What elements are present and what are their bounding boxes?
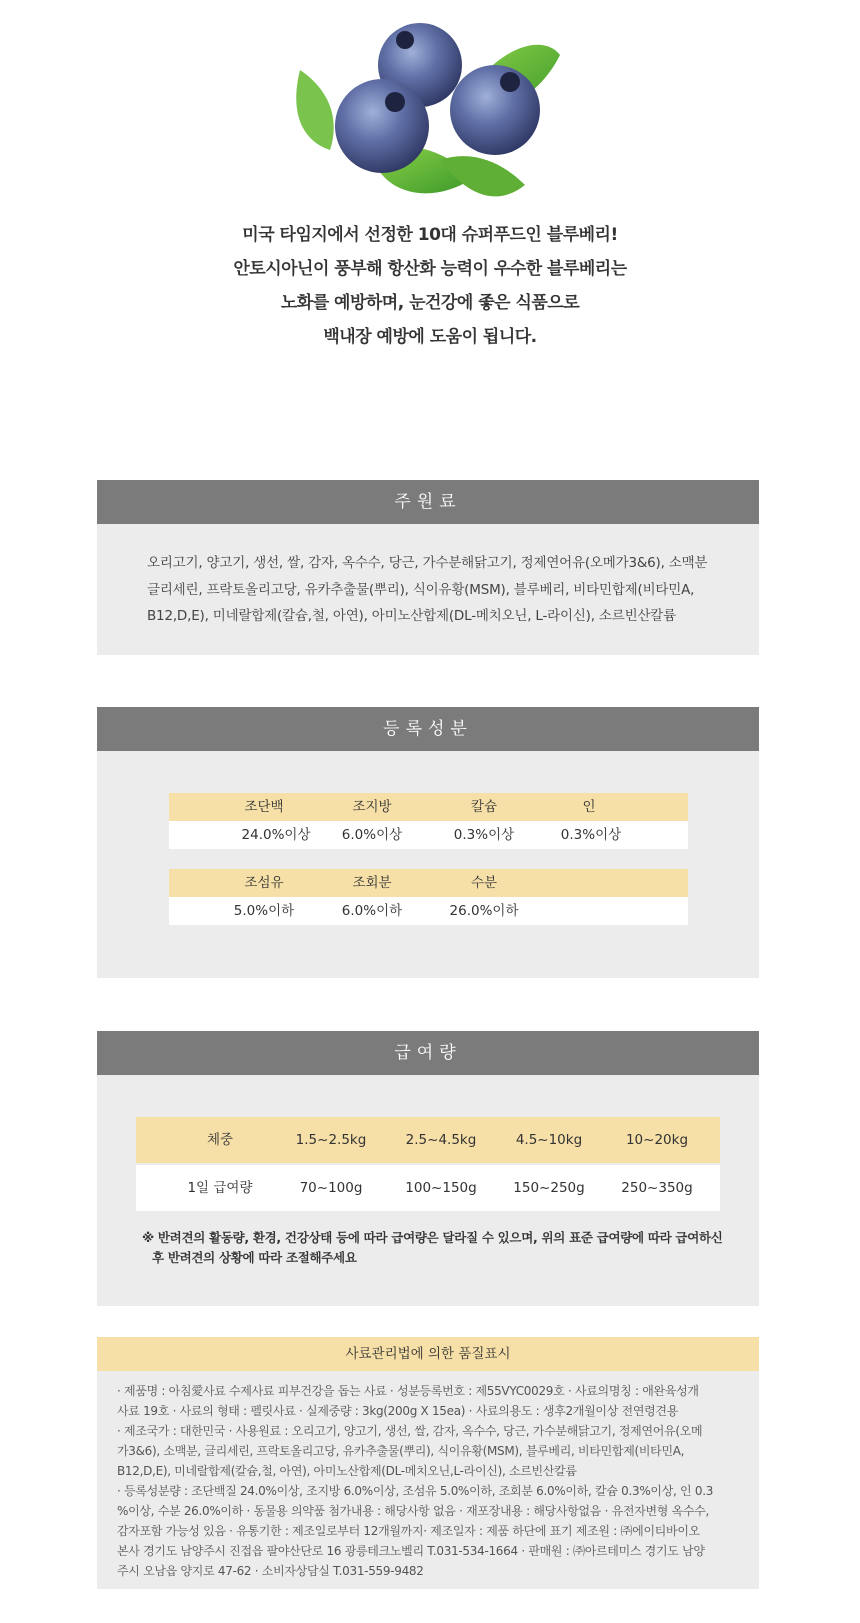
intro-line: 안토시아닌이 풍부해 항산화 능력이 우수한 블루베리는 bbox=[233, 259, 627, 279]
table-header-cell: 조섬유 bbox=[244, 875, 284, 891]
quality-line: 감자포함 가능성 있음 · 유통기한 : 제조일로부터 12개월까지· 제조일자 : 제품 하단에 표기 제조원 : ㈜에이티바이오 bbox=[117, 1524, 700, 1538]
quality-line: 사료 19호 · 사료의 형태 : 펠릿사료 · 실제중량 : 3kg(200g X 15ea) · 사료의용도 : 생후2개월이상 전연령견용 bbox=[117, 1404, 678, 1418]
table-cell: 0.3%이상 bbox=[560, 827, 622, 843]
quality-line: 본사 경기도 남양주시 진접읍 팔야산단로 16 광릉테크노벨리 T.031-534-1664 · 판매원 : ㈜아르테미스 경기도 남양 bbox=[117, 1544, 705, 1558]
quality-line: · 제품명 : 아침愛사료 수제사료 피부건강을 돕는 사료 · 성분등록번호 : 제55VYC0029호 · 사료의명칭 : 애완육성개 bbox=[117, 1384, 699, 1398]
table-cell: 26.0%이하 bbox=[449, 903, 519, 919]
ingredients-text bbox=[147, 550, 727, 630]
ingredients-line: B12,D,E), 미네랄합제(칼슘,철, 아연), 아미노산합제(DL-메치오닌, L-라이신), 소르빈산칼륨 bbox=[147, 608, 676, 624]
table-header-cell: 수분 bbox=[470, 875, 498, 891]
intro-line: 미국 타임지에서 선정한 10대 슈퍼푸드인 블루베리! bbox=[242, 225, 618, 245]
feeding-note-line: 후 반려견의 상황에 따라 조절해주세요 bbox=[152, 1250, 357, 1265]
table-header-cell: 조단백 bbox=[244, 799, 284, 815]
quality-label-title: 사료관리법에 의한 품질표시 bbox=[97, 1337, 759, 1371]
quality-line: 주시 오남읍 양지로 47-62 · 소비자상담실 T.031-559-9482 bbox=[117, 1564, 424, 1578]
table-cell: 6.0%이상 bbox=[341, 827, 403, 843]
components-table-1 bbox=[169, 793, 688, 849]
table-row bbox=[169, 821, 688, 849]
quality-line: · 등록성분량 : 조단백질 24.0%이상, 조지방 6.0%이상, 조섬유 5.0%이하, 조회분 6.0%이하, 칼슘 0.3%이상, 인 0.3 bbox=[117, 1484, 714, 1498]
ingredients-line: 오리고기, 양고기, 생선, 쌀, 감자, 옥수수, 당근, 가수분해닭고기, 정제연어유(오메가3&6), 소맥분 bbox=[147, 555, 708, 571]
components-panel bbox=[97, 751, 759, 978]
feeding-panel bbox=[97, 1075, 759, 1306]
quality-line: 가3&6), 소맥분, 글리세린, 프락토올리고당, 유카추출물(뿌리), 식이유황(MSM), 블루베리, 비타민합제(비타민A, bbox=[117, 1444, 685, 1458]
feeding-note bbox=[142, 1228, 722, 1268]
table-header-row bbox=[136, 1117, 720, 1163]
components-title: 등록성분 bbox=[97, 707, 759, 751]
quality-line: %이상, 수분 26.0%이하 · 동물용 의약품 첨가내용 : 해당사항 없음 · 재포장내용 : 해당사항없음 · 유전자변형 옥수수, bbox=[117, 1504, 709, 1518]
quality-line: · 제조국가 : 대한민국 · 사용원료 : 오리고기, 양고기, 생선, 쌀, 감자, 옥수수, 당근, 가수분해닭고기, 정제연어유(오메 bbox=[117, 1424, 703, 1438]
quality-label-text bbox=[117, 1381, 747, 1581]
table-row bbox=[169, 897, 688, 925]
table-cell: 24.0%이상 bbox=[241, 827, 311, 843]
table-row bbox=[136, 1165, 720, 1211]
quality-label-panel bbox=[97, 1371, 759, 1589]
table-cell: 5.0%이하 bbox=[233, 903, 295, 919]
ingredients-line: 글리세린, 프락토올리고당, 유카추출물(뿌리), 식이유황(MSM), 블루베리, 비타민합제(비타민A, bbox=[147, 581, 695, 598]
table-header-cell: 10~20kg bbox=[625, 1132, 689, 1148]
blueberry-image bbox=[0, 0, 860, 210]
intro-line: 노화를 예방하며, 눈건강에 좋은 식품으로 bbox=[280, 293, 580, 313]
ingredients-title: 주원료 bbox=[97, 480, 759, 524]
table-cell: 70~100g bbox=[299, 1180, 363, 1196]
intro-text bbox=[0, 218, 860, 354]
table-header-cell: 4.5~10kg bbox=[515, 1132, 583, 1148]
table-header-cell: 체중 bbox=[206, 1132, 234, 1148]
table-header-cell: 2.5~4.5kg bbox=[405, 1132, 477, 1148]
ingredients-panel bbox=[97, 524, 759, 655]
feeding-title: 급여량 bbox=[97, 1031, 759, 1075]
table-cell: 100~150g bbox=[405, 1180, 477, 1196]
feeding-note-line: ※ 반려견의 활동량, 환경, 건강상태 등에 따라 급여량은 달라질 수 있으며, 위의 표준 급여량에 따라 급여하신 bbox=[142, 1230, 723, 1245]
quality-line: B12,D,E), 미네랄합제(칼슘,철, 아연), 아미노산합제(DL-메치오닌,L-라이신), 소르빈산칼륨 bbox=[117, 1464, 577, 1478]
table-header-row bbox=[169, 869, 688, 897]
intro-line: 백내장 예방에 도움이 됩니다. bbox=[323, 327, 537, 347]
table-cell: 1일 급여량 bbox=[187, 1180, 253, 1196]
table-cell: 150~250g bbox=[513, 1180, 585, 1196]
table-cell: 6.0%이하 bbox=[341, 903, 403, 919]
feeding-table bbox=[136, 1117, 720, 1211]
table-cell: 250~350g bbox=[621, 1180, 693, 1196]
table-header-cell: 1.5~2.5kg bbox=[295, 1132, 367, 1148]
table-header-cell: 인 bbox=[582, 799, 596, 815]
table-header-cell: 조회분 bbox=[352, 875, 392, 891]
table-cell: 0.3%이상 bbox=[453, 827, 515, 843]
table-header-cell: 칼슘 bbox=[470, 799, 498, 815]
table-header-cell: 조지방 bbox=[352, 799, 392, 815]
components-table-2 bbox=[169, 869, 688, 925]
table-header-row bbox=[169, 793, 688, 821]
